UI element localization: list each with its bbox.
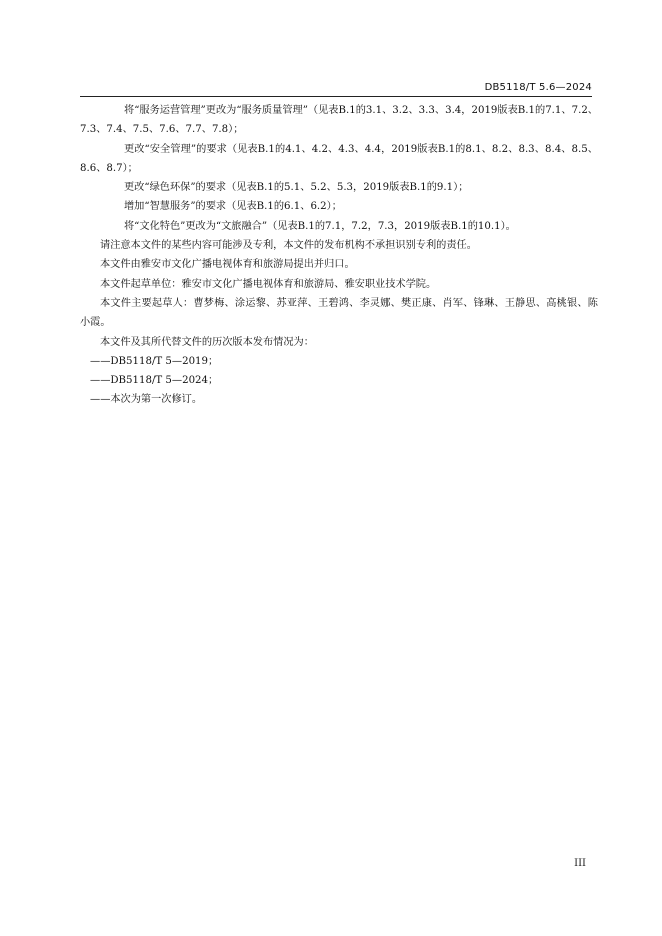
change-item: 增加“智慧服务”的要求（见表B.1的6.1、6.2）； <box>124 201 342 213</box>
change-item: 将“服务运营管理”更改为“服务质量管理”（见表B.1的3.1、3.2、3.3、3.4，2019版表B.1的7.1、7.2、7.3、7.4、7.5、7.6、7.7、7.8）； <box>80 105 598 136</box>
standard-code: DB5118/T 5.6—2024 <box>484 82 592 93</box>
change-item: 将“文化特色”更改为“文旅融合”（见表B.1的7.1，7.2，7.3，2019版表B.1的10.1）。 <box>124 220 516 232</box>
history-item: ——本次为第一次修订。 <box>90 394 203 406</box>
document-body <box>80 101 598 410</box>
change-item: 更改“绿色环保”的要求（见表B.1的5.1、5.2、5.3，2019版表B.1的9.1）； <box>124 182 469 194</box>
change-item: 更改“安全管理”的要求（见表B.1的4.1、4.2、4.3、4.4，2019版表B.1的8.1、8.2、8.3、8.4、8.5、8.6、8.7）； <box>80 143 598 174</box>
drafters: 本文件主要起草人：曹梦梅、涂运黎、苏亚萍、王碧鸿、李灵娜、樊正康、肖军、锋琳、王静思、高桃银、陈小霞。 <box>80 297 598 329</box>
history-item: ——DB5118/T 5—2019； <box>90 355 219 367</box>
drafting-units: 本文件起草单位：雅安市文化广播电视体育和旅游局、雅安职业技术学院。 <box>100 278 437 290</box>
header-divider <box>80 96 592 97</box>
page-number: III <box>574 858 586 869</box>
proposer-note: 本文件由雅安市文化广播电视体育和旅游局提出并归口。 <box>100 259 355 271</box>
history-intro: 本文件及其所代替文件的历次版本发布情况为： <box>100 336 314 348</box>
history-item: ——DB5118/T 5—2024； <box>90 375 219 387</box>
patent-note: 请注意本文件的某些内容可能涉及专利，本文件的发布机构不承担识别专利的责任。 <box>100 240 477 252</box>
